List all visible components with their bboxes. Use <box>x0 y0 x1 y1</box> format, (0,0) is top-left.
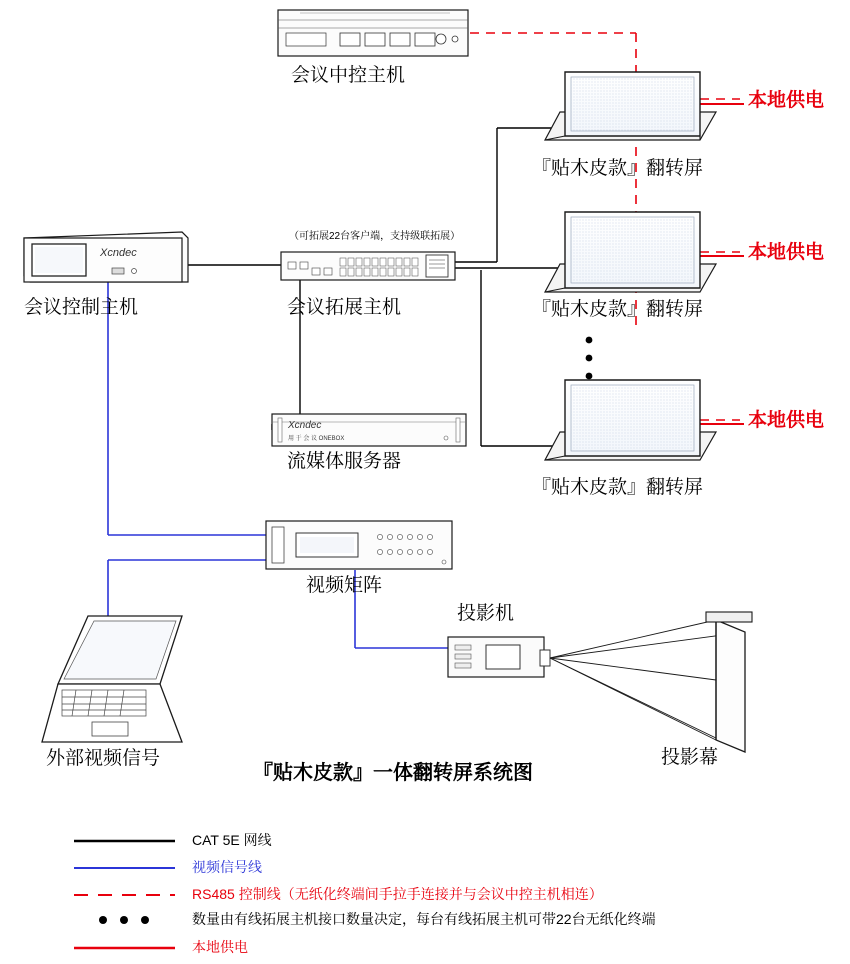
legend-label-cat5e: CAT 5E 网线 <box>192 832 272 848</box>
device-projector-screen <box>706 612 752 752</box>
diagram-title: 『贴木皮款』一体翻转屏系统图 <box>253 762 533 784</box>
label-expansion-host: 会议拓展主机 <box>287 297 402 318</box>
label-flip-screen-3: 『贴木皮款』翻转屏 <box>532 477 704 498</box>
legend-label-rs485: RS485 控制线（无纸化终端间手拉手连接并与会议中控主机相连） <box>192 886 603 902</box>
note-expansion-capacity: （可拓展22台客户端，支持级联拓展） <box>289 231 461 242</box>
device-central-host <box>278 10 468 56</box>
device-flip-screen-3 <box>545 380 716 460</box>
device-video-matrix <box>266 521 452 569</box>
device-projector <box>448 637 550 677</box>
label-projector: 投影机 <box>457 603 515 624</box>
legend-label-dots: 数量由有线拓展主机接口数量决定，每台有线拓展主机可带22台无纸化终端 <box>192 911 656 927</box>
label-external-video: 外部视频信号 <box>46 748 161 769</box>
label-local-power-2: 本地供电 <box>748 242 825 263</box>
label-local-power-3: 本地供电 <box>748 410 825 431</box>
legend-label-local-power: 本地供电 <box>192 939 248 955</box>
device-flip-screen-1 <box>545 72 716 140</box>
legend-label-video-signal: 视频信号线 <box>192 859 262 875</box>
cat5e-lines <box>188 128 565 446</box>
device-expansion-host <box>281 252 455 280</box>
label-flip-screen-1: 『贴木皮款』翻转屏 <box>532 158 704 179</box>
label-projector-screen: 投影幕 <box>661 747 719 768</box>
device-flip-screen-2 <box>545 212 716 292</box>
brand-mark-stream-server: Xcndec <box>288 420 322 431</box>
label-local-power-1: 本地供电 <box>748 90 825 111</box>
rs485-continuation-dots <box>586 337 593 380</box>
label-stream-server: 流媒体服务器 <box>287 451 402 472</box>
brand-sub-stream-server: 用 于 会 议 ONEBOX <box>288 436 345 442</box>
brand-mark-control-host: Xcndec <box>100 247 137 259</box>
label-flip-screen-2: 『贴木皮款』翻转屏 <box>532 299 704 320</box>
legend-swatches <box>74 841 175 948</box>
label-video-matrix: 视频矩阵 <box>306 575 383 596</box>
device-laptop <box>42 616 182 742</box>
label-central-host: 会议中控主机 <box>291 65 406 86</box>
label-control-host: 会议控制主机 <box>24 297 139 318</box>
